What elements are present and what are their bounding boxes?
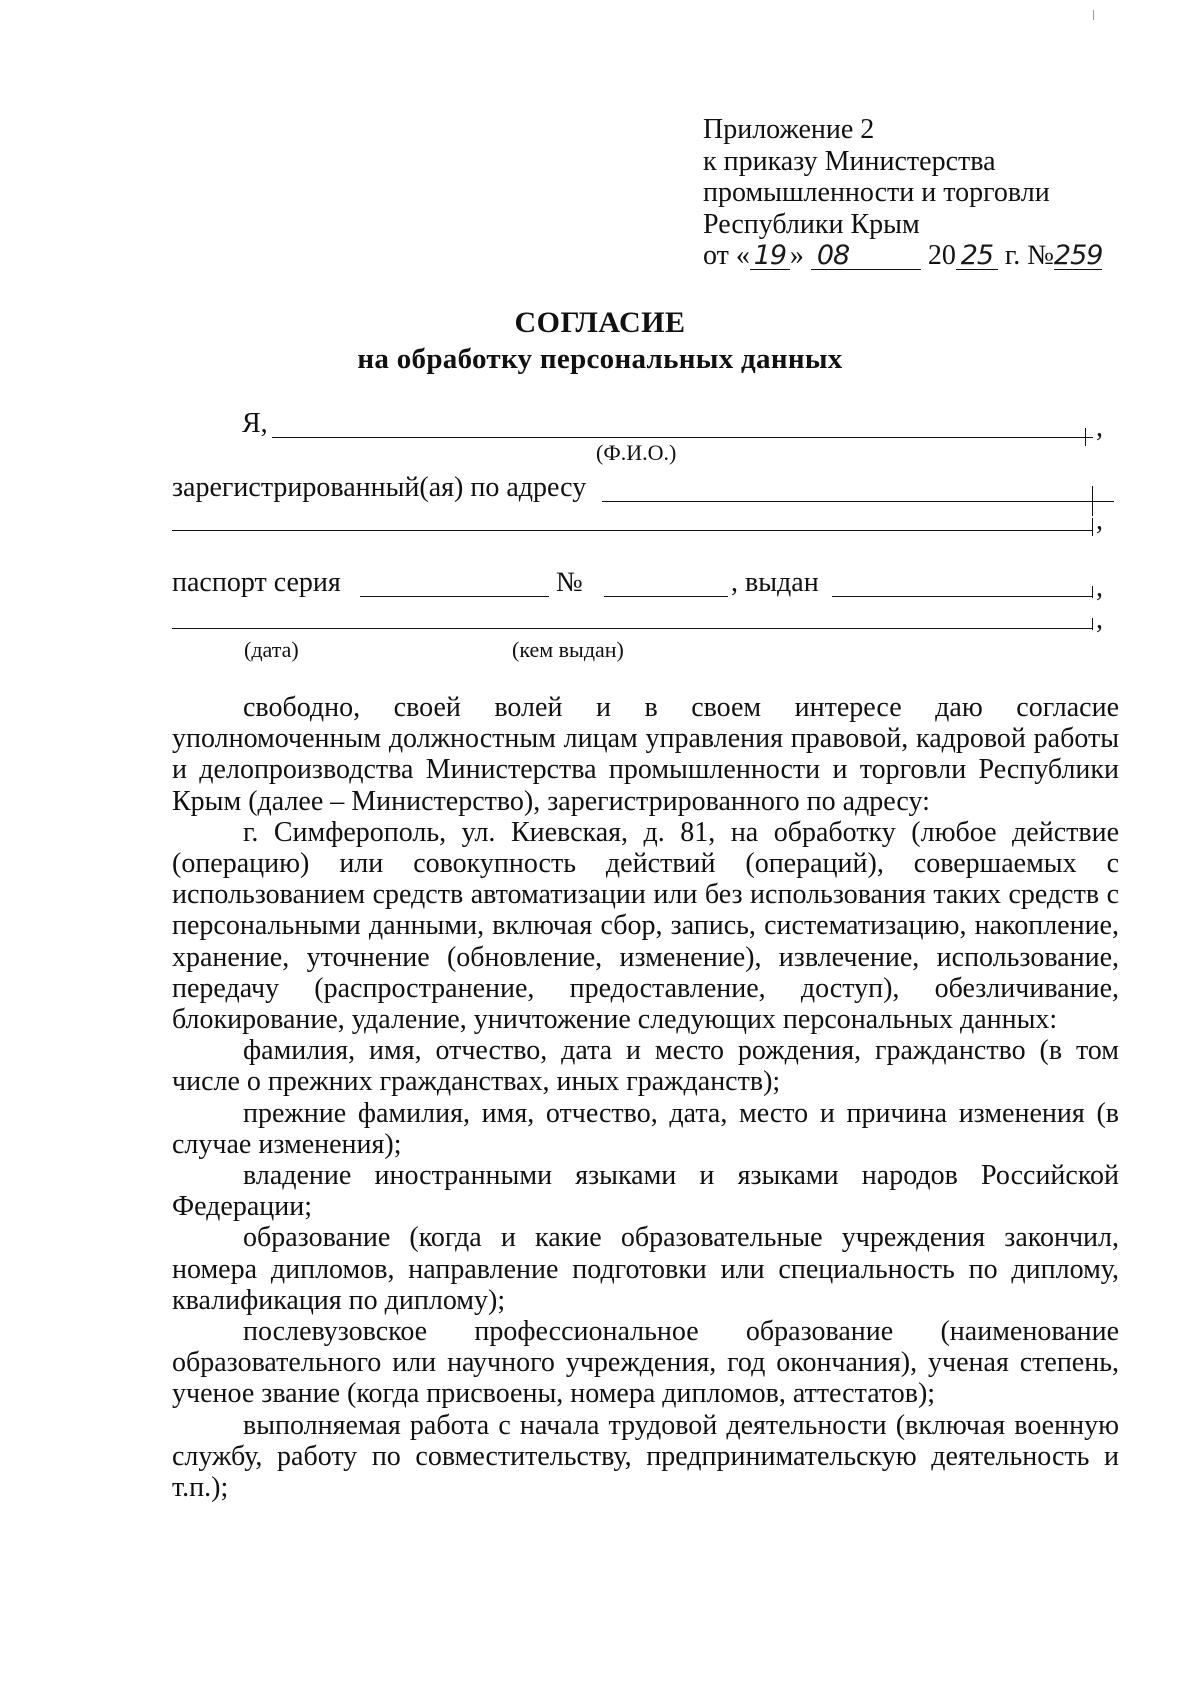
order-number: 259 xyxy=(1053,240,1103,271)
paragraph-languages: владение иностранными языками и языками народов Российской Федерации; xyxy=(172,1160,1119,1223)
issuer-caption: (кем выдан) xyxy=(512,637,624,662)
address-field-line-1[interactable] xyxy=(602,501,1114,502)
field-end-tick xyxy=(1092,586,1093,598)
document-title: СОГЛАСИЕ xyxy=(514,306,686,339)
field-end-tick xyxy=(1092,486,1093,516)
paragraph-consent: свободно, своей волей и в своем интересе даю согласие уполномоченным должностным лицам управления правовой, кадровой работы и делопроизводства Министерства промышленности и торговли Республики Крым (далее – Министерство), зарегистрированного по адресу: xyxy=(172,692,1119,817)
year-prefix: 20 xyxy=(927,240,956,271)
number-label: г. № xyxy=(1004,240,1054,271)
passport-number-field[interactable] xyxy=(604,596,728,597)
passport-series-label: паспорт серия xyxy=(172,567,341,598)
appendix-line-3: промышленности и торговли xyxy=(703,177,1050,208)
date-year: 25 xyxy=(956,243,998,270)
date-mid: » xyxy=(789,240,804,271)
passport-series-field[interactable] xyxy=(360,596,549,597)
issued-comma: , xyxy=(1096,604,1103,635)
address-comma: , xyxy=(1096,505,1103,536)
field-end-tick xyxy=(1085,428,1086,446)
paragraph-processing: г. Симферополь, ул. Киевская, д. 81, на обработку (любое действие (операцию) или совокупность действий (операций), совершаемых с использованием средств автоматизации или без использования таких средств с персональными данными, включая сбор, запись, систематизацию, накопление, хранение, уточнение (обновление, изменение), извлечение, использование, передачу (распространение, предоставление, доступ), обезличивание, блокирование, удаление, уничтожение следующих персональных данных: xyxy=(172,816,1119,1036)
appendix-block xyxy=(703,114,1143,272)
field-end-tick xyxy=(1092,518,1093,536)
date-day: 19 xyxy=(750,243,790,270)
fio-caption: (Ф.И.О.) xyxy=(596,440,677,465)
paragraph-previous-names: прежние фамилия, имя, отчество, дата, место и причина изменения (в случае изменения); xyxy=(172,1097,1119,1160)
issued-field-line-1[interactable] xyxy=(832,596,1093,597)
appendix-line-2: к приказу Министерства xyxy=(703,145,996,177)
fio-field-line[interactable] xyxy=(272,437,1093,438)
consent-body xyxy=(172,692,1119,1503)
address-label: зарегистрированный(ая) по адресу xyxy=(172,472,587,503)
paragraph-postgraduate: послевузовское профессиональное образование (наименование образовательного или научного учреждения, год окончания), ученая степень, ученое звание (когда присвоены, номера дипломов, аттестатов); xyxy=(172,1316,1119,1410)
appendix-line-4: Республики Крым xyxy=(703,208,920,240)
i-label: Я, xyxy=(242,408,268,439)
date-caption: (дата) xyxy=(244,637,299,662)
date-prefix: от « xyxy=(703,240,750,271)
paragraph-names: фамилия, имя, отчество, дата и место рождения, гражданство (в том числе о прежних гражданствах, иных гражданств); xyxy=(172,1035,1119,1098)
scan-mark xyxy=(1093,10,1094,20)
passport-number-label: № xyxy=(556,567,583,598)
appendix-date-line xyxy=(703,240,1143,272)
paragraph-education: образование (когда и какие образовательные учреждения закончил, номера дипломов, направление подготовки или специальность по диплому, квалификация по диплому); xyxy=(172,1222,1119,1316)
passport-comma: , xyxy=(1096,572,1103,603)
paragraph-work: выполняемая работа с начала трудовой деятельности (включая военную службу, работу по совместительству, предпринимательскую деятельность и т.п.); xyxy=(172,1409,1119,1504)
issued-label: , выдан xyxy=(731,567,819,598)
appendix-line-1: Приложение 2 xyxy=(703,114,875,145)
document-subtitle: на обработку персональных данных xyxy=(357,343,843,375)
issued-field-line-2[interactable] xyxy=(172,628,1093,629)
fio-comma: , xyxy=(1096,412,1103,443)
field-end-tick xyxy=(1092,618,1093,630)
date-month: 08 xyxy=(811,243,921,270)
address-field-line-2[interactable] xyxy=(172,530,1093,531)
